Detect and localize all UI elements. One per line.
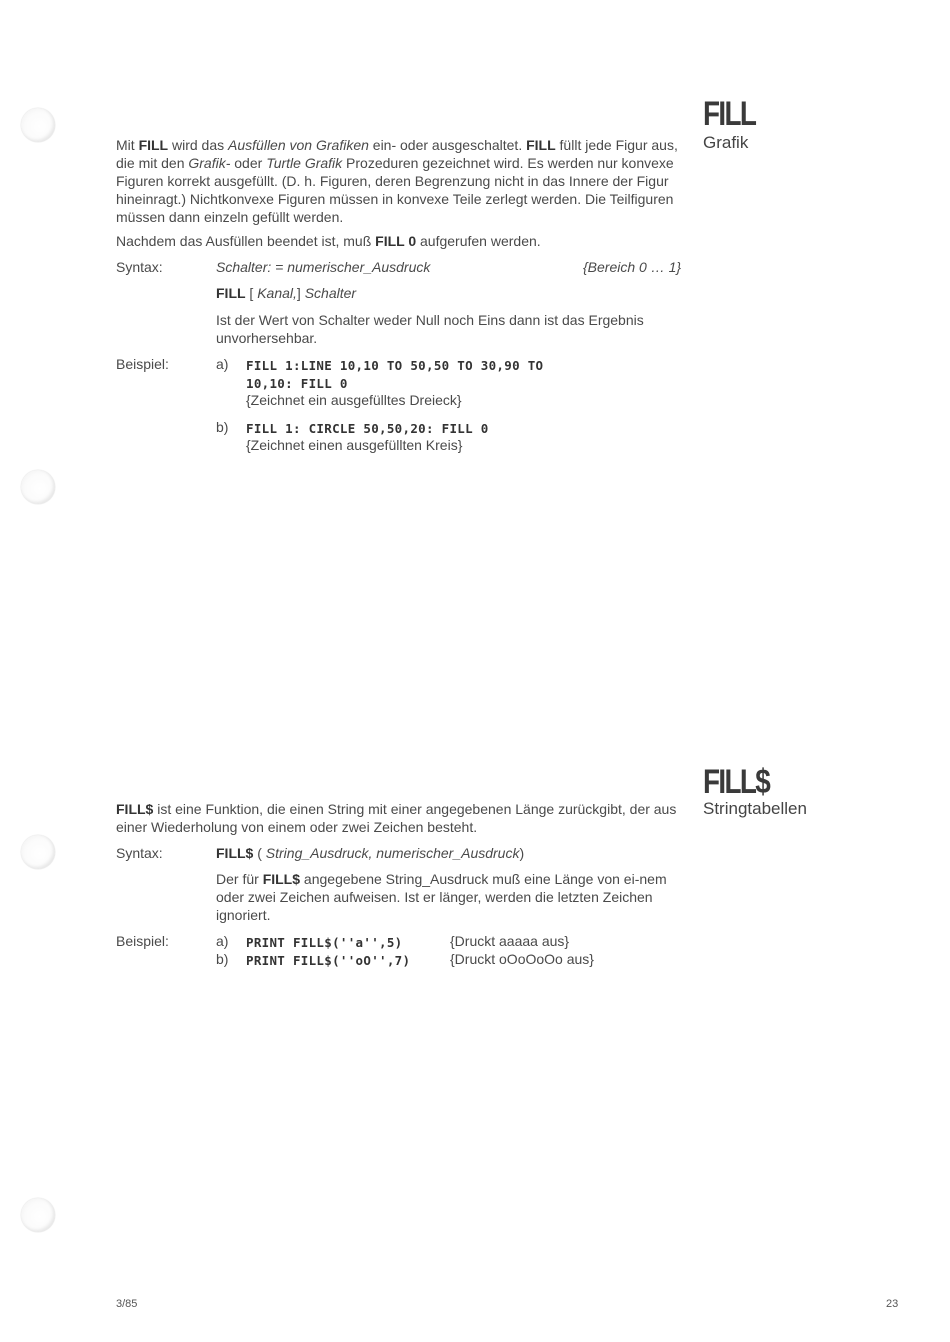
punch-hole	[21, 835, 55, 869]
example-code: PRINT FILL$(''a'',5)	[246, 935, 403, 950]
syntax-label: Syntax:	[116, 845, 163, 861]
syntax-note: Ist der Wert von Schalter weder Null noch Eins dann ist das Ergebnis unvorhersehbar.	[216, 312, 644, 346]
fill-string-intro-paragraph: FILL$ ist eine Funktion, die einen String mit einer angegebenen Länge zurückgibt, der aus einer Wiederholung von einem oder zwei Zeichen besteht.	[116, 801, 677, 835]
example-code: FILL 1: CIRCLE 50,50,20: FILL 0	[246, 421, 489, 436]
example-label: Beispiel:	[116, 356, 169, 372]
fill-after-paragraph: Nachdem das Ausfüllen beendet ist, muß FILL 0 aufgerufen werden.	[116, 233, 541, 249]
syntax-label: Syntax:	[116, 259, 163, 275]
example-code: 10,10: FILL 0	[246, 376, 348, 391]
command-title-fill-string: FILL$	[703, 763, 770, 801]
example-comment: {Druckt aaaaa aus}	[450, 933, 570, 949]
example-label: Beispiel:	[116, 933, 169, 949]
punch-hole	[21, 1198, 55, 1232]
example-letter: b)	[216, 419, 229, 435]
footer-date: 3/85	[116, 1298, 138, 1310]
syntax-form: FILL$ ( String_Ausdruck, numerischer_Ausdruck)	[216, 845, 525, 861]
syntax-range: {Bereich 0 … 1}	[583, 259, 682, 275]
command-category-stringtabellen: Stringtabellen	[703, 799, 807, 818]
example-letter: a)	[216, 356, 229, 372]
example-comment: {Zeichnet einen ausgefüllten Kreis}	[246, 437, 463, 453]
example-comment: {Zeichnet ein ausgefülltes Dreieck}	[246, 392, 462, 408]
page-number: 23	[886, 1298, 899, 1310]
example-letter: b)	[216, 951, 229, 967]
example-letter: a)	[216, 933, 229, 949]
example-comment: {Druckt oOoOoOo aus}	[450, 951, 594, 967]
syntax-form: FILL [ Kanal,] Schalter	[216, 285, 357, 301]
punch-hole	[21, 470, 55, 504]
syntax-note: Der für FILL$ angegebene String_Ausdruck muß eine Länge von ei-nem oder zwei Zeichen aufweisen. Ist er länger, werden die letzten Zeichen ignoriert.	[216, 871, 667, 923]
example-code: FILL 1:LINE 10,10 TO 50,50 TO 30,90 TO	[246, 358, 544, 373]
example-code: PRINT FILL$(''oO'',7)	[246, 953, 411, 968]
syntax-definition: Schalter: = numerischer_Ausdruck	[216, 259, 431, 275]
command-title-fill: FILL	[703, 95, 756, 133]
command-category-grafik: Grafik	[703, 133, 749, 152]
punch-hole	[21, 108, 55, 142]
fill-intro-paragraph: Mit FILL wird das Ausfüllen von Grafiken ein- oder ausgeschaltet. FILL füllt jede Figur aus, die mit den Grafik- oder Turtle Grafik Prozeduren gezeichnet wird. Es werden nur konvexe Figuren korrekt ausgefüllt. (D. h. Figuren, deren Begrenzung nicht in das Innere der Figur hineinragt.) Nichtkonvexe Figuren müssen in konvexe Teile zerlegt werden. Die Teilfiguren müssen dann einzeln gefüllt werden.	[116, 137, 678, 225]
